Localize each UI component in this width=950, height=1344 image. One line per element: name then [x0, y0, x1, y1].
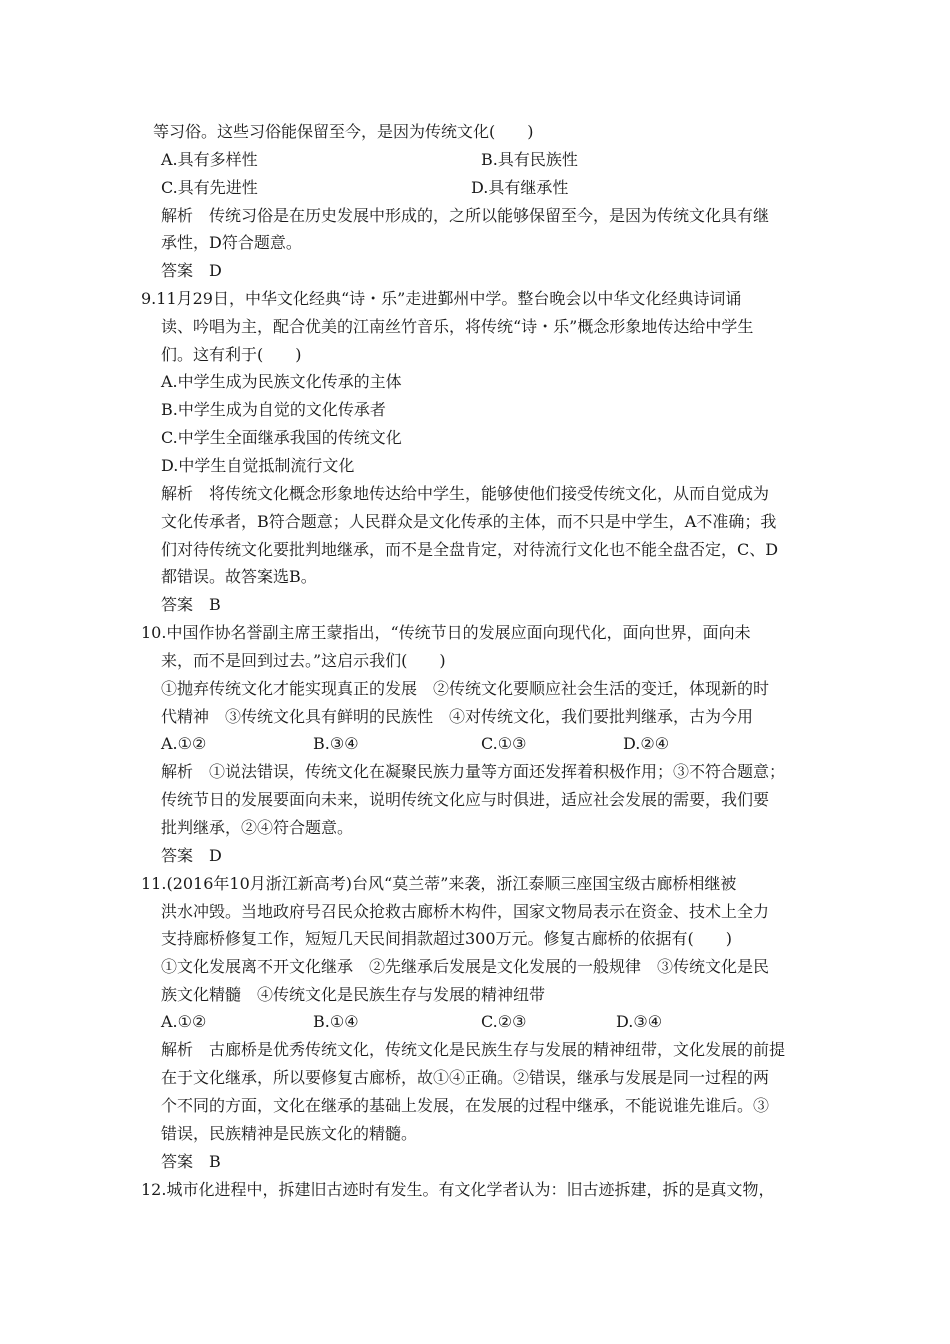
q8-stem-continued: 等习俗。这些习俗能保留至今，是因为传统文化( )	[153, 122, 534, 141]
q11-answer: 答案 B	[161, 1152, 221, 1171]
q8-analysis-line: 承性，D符合题意。	[161, 233, 302, 252]
q11-analysis-line: 个不同的方面，文化在继承的基础上发展，在发展的过程中继承，不能说谁先谁后。③	[161, 1096, 770, 1115]
q8-option-c: C.具有先进性	[161, 178, 258, 197]
q10-analysis-line: 批判继承，②④符合题意。	[161, 818, 354, 837]
q9-option-d: D.中学生自觉抵制流行文化	[161, 456, 355, 475]
q12-stem-line: 12.城市化进程中，拆建旧古迹时有发生。有文化学者认为：旧古迹拆建，拆的是真文物，	[141, 1180, 775, 1199]
q11-item-line: 族文化精髓 ④传统文化是民族生存与发展的精神纽带	[161, 985, 546, 1004]
q11-analysis-line: 在于文化继承，所以要修复古廊桥，故①④正确。②错误，继承与发展是同一过程的两	[161, 1068, 770, 1087]
q10-option-a: A.①②	[161, 734, 207, 753]
q8-option-b: B.具有民族性	[481, 150, 578, 169]
q10-item-line: 代精神 ③传统文化具有鲜明的民族性 ④对传统文化，我们要批判继承，古为今用	[161, 707, 754, 726]
q11-option-c: C.②③	[481, 1012, 527, 1031]
q9-option-b: B.中学生成为自觉的文化传承者	[161, 400, 386, 419]
q11-stem-line: 11.(2016年10月浙江新高考)台风“莫兰蒂”来袭，浙江泰顺三座国宝级古廊桥相继被	[141, 874, 737, 893]
q9-stem-line: 读、吟唱为主，配合优美的江南丝竹音乐，将传统“诗・乐”概念形象地传达给中学生	[161, 317, 754, 336]
q10-option-d: D.②④	[623, 734, 670, 753]
q10-option-c: C.①③	[481, 734, 527, 753]
q8-answer: 答案 D	[161, 261, 222, 280]
q9-option-c: C.中学生全面继承我国的传统文化	[161, 428, 402, 447]
q8-option-d: D.具有继承性	[471, 178, 569, 197]
q10-stem-line: 来，而不是回到过去。”这启示我们( )	[161, 651, 446, 670]
q11-stem-line: 支持廊桥修复工作，短短几天民间捐款超过300万元。修复古廊桥的依据有( )	[161, 929, 733, 948]
q10-answer: 答案 D	[161, 846, 222, 865]
q9-analysis-line: 解析 将传统文化概念形象地传达给中学生，能够使他们接受传统文化，从而自觉成为	[161, 484, 770, 503]
q10-stem-line: 10.中国作协名誉副主席王蒙指出，“传统节日的发展应面向现代化，面向世界，面向未	[141, 623, 751, 642]
q9-analysis-line: 们对待传统文化要批判地继承，而不是全盘肯定，对待流行文化也不能全盘否定，C、D	[161, 540, 779, 559]
q11-option-a: A.①②	[161, 1012, 207, 1031]
q11-option-d: D.③④	[616, 1012, 663, 1031]
q9-option-a: A.中学生成为民族文化传承的主体	[161, 372, 402, 391]
q10-analysis-line: 传统节日的发展要面向未来，说明传统文化应与时俱进，适应社会发展的需要，我们要	[161, 790, 770, 809]
q10-item-line: ①抛弃传统文化才能实现真正的发展 ②传统文化要顺应社会生活的变迁，体现新的时	[161, 679, 770, 698]
q11-stem-line: 洪水冲毁。当地政府号召民众抢救古廊桥木构件，国家文物局表示在资金、技术上全力	[161, 902, 770, 921]
q9-analysis-line: 都错误。故答案选B。	[161, 567, 317, 586]
q9-analysis-line: 文化传承者，B符合题意；人民群众是文化传承的主体，而不只是中学生，A不准确；我	[161, 512, 777, 531]
q9-stem-line: 9.11月29日，中华文化经典“诗・乐”走进鄞州中学。整台晚会以中华文化经典诗词诵	[141, 289, 742, 308]
q10-option-b: B.③④	[313, 734, 359, 753]
q8-analysis-line: 解析 传统习俗是在历史发展中形成的，之所以能够保留至今，是因为传统文化具有继	[161, 206, 770, 225]
q11-option-b: B.①④	[313, 1012, 359, 1031]
q11-analysis-line: 错误，民族精神是民族文化的精髓。	[161, 1124, 418, 1143]
q9-answer: 答案 B	[161, 595, 221, 614]
q10-analysis-line: 解析 ①说法错误，传统文化在凝聚民族力量等方面还发挥着积极作用；③不符合题意；	[161, 762, 786, 781]
q11-item-line: ①文化发展离不开文化继承 ②先继承后发展是文化发展的一般规律 ③传统文化是民	[161, 957, 770, 976]
q8-option-a: A.具有多样性	[161, 150, 258, 169]
q9-stem-line: 们。这有利于( )	[161, 345, 302, 364]
q11-analysis-line: 解析 古廊桥是优秀传统文化，传统文化是民族生存与发展的精神纽带，文化发展的前提	[161, 1040, 786, 1059]
